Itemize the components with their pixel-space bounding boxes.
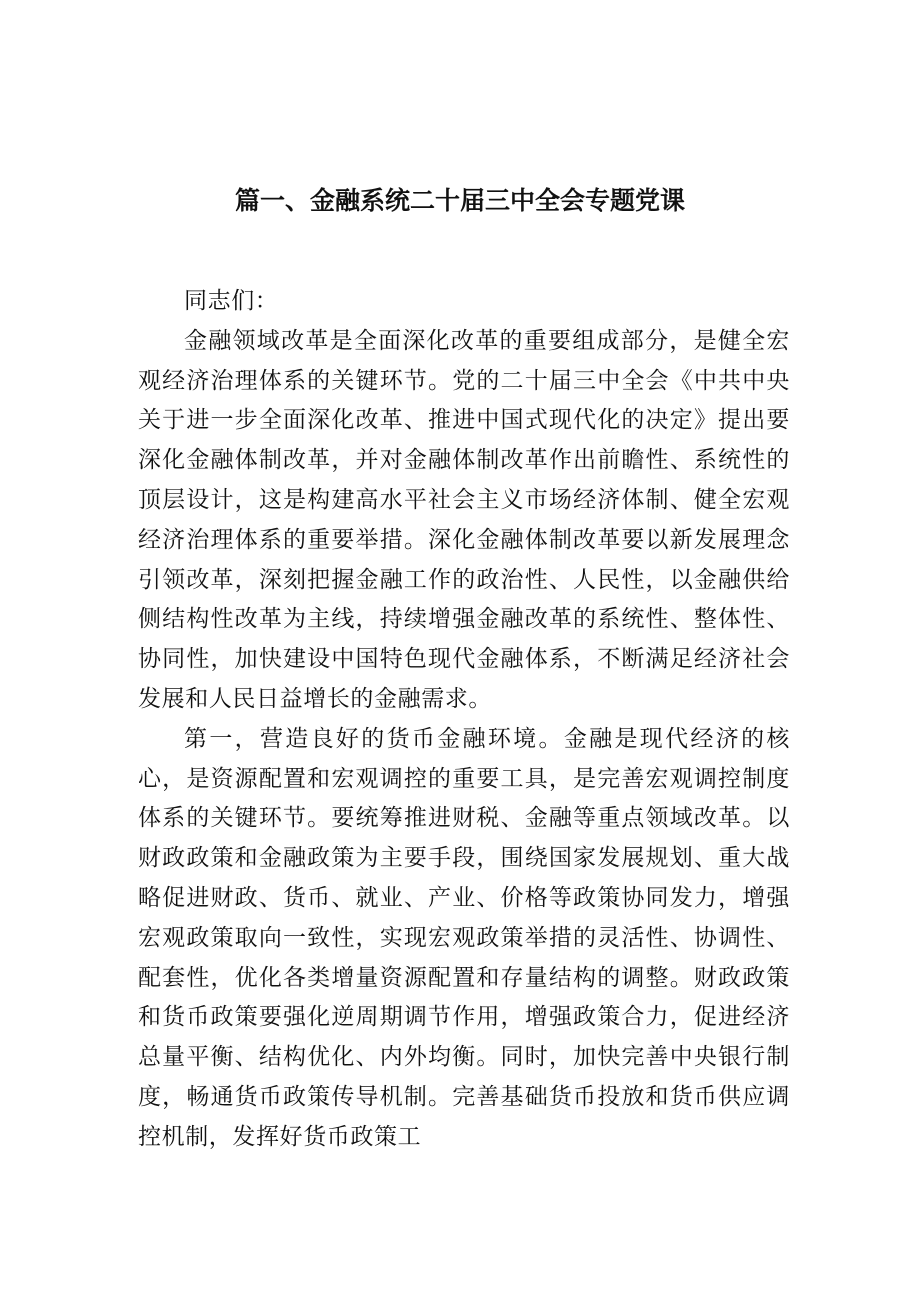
paragraph-intro: 金融领域改革是全面深化改革的重要组成部分，是健全宏观经济治理体系的关键环节。党的二十届三中全会《中共中央关于进一步全面深化改革、推进中国式现代化的决定》提出要深化金融体制改革，并对金融体制改革作出前瞻性、系统性的顶层设计，这是构建高水平社会主义市场经济体制、健全宏观经济治理体系的重要举措。深化金融体制改革要以新发展理念引领改革，深刻把握金融工作的政治性、人民性，以金融供给侧结构性改革为主线，持续增强金融改革的系统性、整体性、协同性，加快建设中国特色现代金融体系，不断满足经济社会发展和人民日益增长的金融需求。 xyxy=(138,327,790,712)
document-body xyxy=(138,282,790,1158)
salutation: 同志们： xyxy=(184,288,279,314)
paragraph-first-point: 第一，营造良好的货币金融环境。金融是现代经济的核心，是资源配置和宏观调控的重要工具，是完善宏观调控制度体系的关键环节。要统筹推进财税、金融等重点领域改革。以财政政策和金融政策为主要手段，围绕国家发展规划、重大战略促进财政、货币、就业、产业、价格等政策协同发力，增强宏观政策取向一致性，实现宏观政策举措的灵活性、协调性、配套性，优化各类增量资源配置和存量结构的调整。财政政策和货币政策要强化逆周期调节作用，增强政策合力，促进经济总量平衡、结构优化、内外均衡。同时，加快完善中央银行制度，畅通货币政策传导机制。完善基础货币投放和货币供应调控机制，发挥好货币政策工 xyxy=(138,725,790,1150)
document-title: 篇一、金融系统二十届三中全会专题党课 xyxy=(234,186,685,215)
